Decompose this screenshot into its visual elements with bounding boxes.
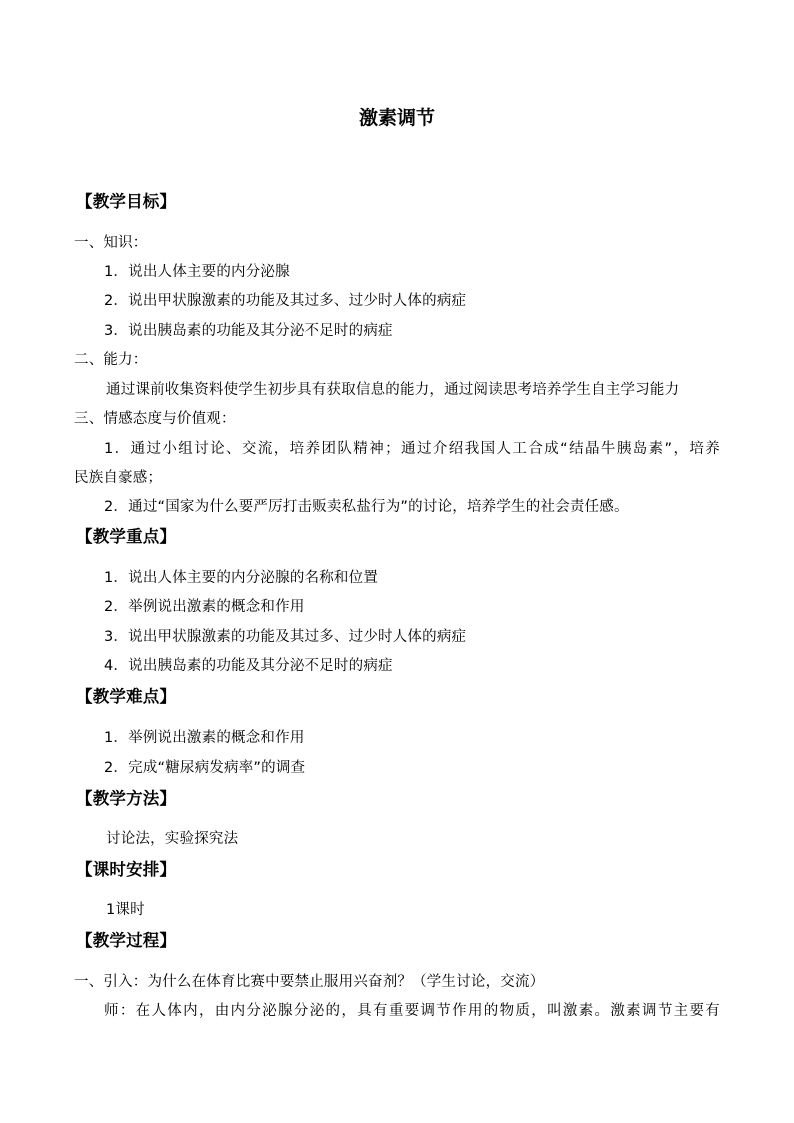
key-point-item: 1．说出人体主要的内分泌腺的名称和位置 <box>104 570 379 586</box>
page-title: 激素调节 <box>358 107 435 129</box>
methods-heading: 【教学方法】 <box>76 789 177 808</box>
knowledge-item: 3．说出胰岛素的功能及其分泌不足时的病症 <box>104 323 393 339</box>
difficulty-item: 2．完成“糖尿病发病率”的调查 <box>104 760 306 776</box>
methods-text: 讨论法，实验探究法 <box>106 831 239 847</box>
attitude-item-2: 2．通过“国家为什么要严厉打击贩卖私盐行为”的讨论，培养学生的社会责任感。 <box>104 499 629 515</box>
attitude-label: 三、情感态度与价值观： <box>74 411 236 427</box>
key-point-item: 4．说出胰岛素的功能及其分泌不足时的病症 <box>104 658 393 674</box>
objectives-heading: 【教学目标】 <box>76 192 177 211</box>
key-point-item: 3．说出甲状腺激素的功能及其过多、过少时人体的病症 <box>104 629 467 645</box>
knowledge-item: 1．说出人体主要的内分泌腺 <box>104 264 290 280</box>
knowledge-label: 一、知识： <box>74 235 148 251</box>
difficulty-item: 1．举例说出激素的概念和作用 <box>104 730 305 746</box>
attitude-item-1-line-2: 民族自豪感； <box>74 470 163 486</box>
process-heading: 【教学过程】 <box>76 931 177 950</box>
attitude-item-1-line-1: 1．通过小组讨论、交流，培养团队精神；通过介绍我国人工合成“结晶牛胰岛素”，培养 <box>104 441 720 457</box>
process-intro: 一、引入：为什么在体育比赛中要禁止服用兴奋剂？（学生讨论，交流） <box>74 974 545 990</box>
ability-label: 二、能力： <box>74 352 148 368</box>
key-points-heading: 【教学重点】 <box>76 527 177 546</box>
knowledge-item: 2．说出甲状腺激素的功能及其过多、过少时人体的病症 <box>104 293 467 309</box>
ability-text: 通过课前收集资料使学生初步具有获取信息的能力，通过阅读思考培养学生自主学习能力 <box>106 382 680 398</box>
process-teacher-text: 师：在人体内，由内分泌腺分泌的，具有重要调节作用的物质，叫激素。激素调节主要有 <box>104 1003 720 1019</box>
key-point-item: 2．举例说出激素的概念和作用 <box>104 599 305 615</box>
schedule-heading: 【课时安排】 <box>76 860 177 879</box>
difficulties-heading: 【教学难点】 <box>76 687 177 706</box>
schedule-text: 1课时 <box>106 902 145 918</box>
